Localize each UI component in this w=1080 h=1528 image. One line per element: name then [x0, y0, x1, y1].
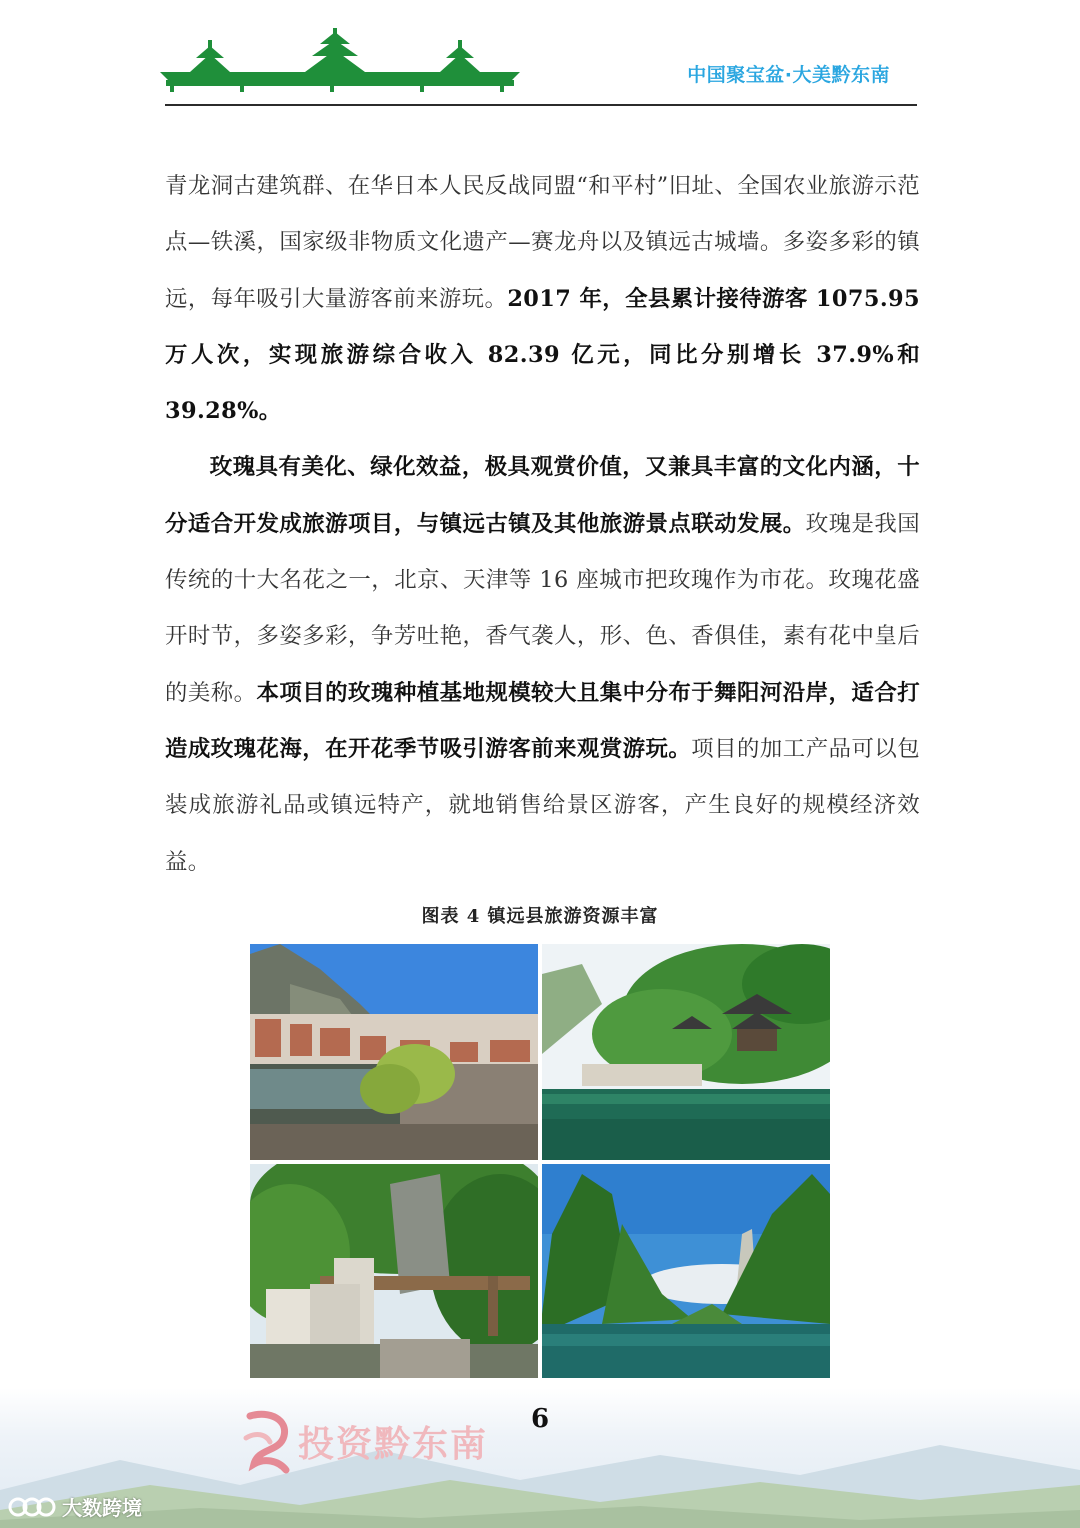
photo-karst-river-gorge	[542, 1164, 830, 1378]
invest-qdn-logo-icon	[240, 1408, 296, 1474]
page-header	[0, 0, 1080, 110]
paragraph-rose-tourism	[165, 439, 920, 889]
paragraph-text: 项目的加工产品可以包装成旅游礼品或镇远特产，就地销售给景区游客，产生良好的规模经济效益。	[165, 735, 921, 875]
photo-grid	[250, 944, 830, 1378]
header-divider	[165, 104, 917, 106]
dashujingjing-logo-icon	[8, 1495, 56, 1519]
paragraph-text-bold: 本项目的玫瑰种植基地规模较大且集中分布于舞阳河沿岸，适合打造成玫瑰花海，在开花季节吸引游客前来观赏游玩。	[165, 679, 920, 762]
photo-qinglong-cave-temple	[542, 944, 830, 1160]
paragraph-tourism-resources	[165, 158, 920, 439]
photo-old-town-riverside	[250, 944, 538, 1160]
paragraph-text-bold: 2017 年，全县累计接待游客 1075.95 万人次，实现旅游综合收入 82.39 亿元，同比分别增长 37.9%和 39.28%。	[165, 285, 920, 425]
paragraph-text-bold: 玫瑰具有美化、绿化效益，极具观赏价值，又兼具丰富的文化内涵，十分适合开发成旅游项目，与镇远古镇及其他旅游景点联动发展。	[165, 454, 920, 537]
watermark-text: 大数跨境	[62, 1496, 142, 1520]
header-slogan: 中国聚宝盆·大美黔东南	[687, 64, 890, 86]
footer-landscape-illustration	[0, 1430, 1080, 1528]
watermark	[8, 1492, 142, 1521]
paragraph-text: 青龙洞古建筑群、在华日本人民反战同盟“和平村”旧址、全国农业旅游示范点—铁溪，国家级非物质文化遗产—赛龙舟以及镇远古城墙。多姿多彩的镇远，每年吸引大量游客前来游玩。	[165, 173, 920, 312]
footer-logo-text: 投资黔东南	[298, 1423, 489, 1465]
page-number: 6	[530, 1404, 550, 1434]
paragraph-text: 玫瑰是我国传统的十大名花之一，北京、天津等 16 座城市把玫瑰作为市花。玫瑰花盛开时节，多姿多彩，争芳吐艳，香气袭人，形、色、香俱佳，素有花中皇后的美称。	[165, 510, 921, 706]
body-text	[165, 158, 920, 890]
photo-rulin-waishi-gate	[250, 1164, 538, 1378]
figure-caption: 图表 4 镇远县旅游资源丰富	[421, 906, 659, 927]
drum-tower-bridge-logo	[160, 28, 520, 92]
